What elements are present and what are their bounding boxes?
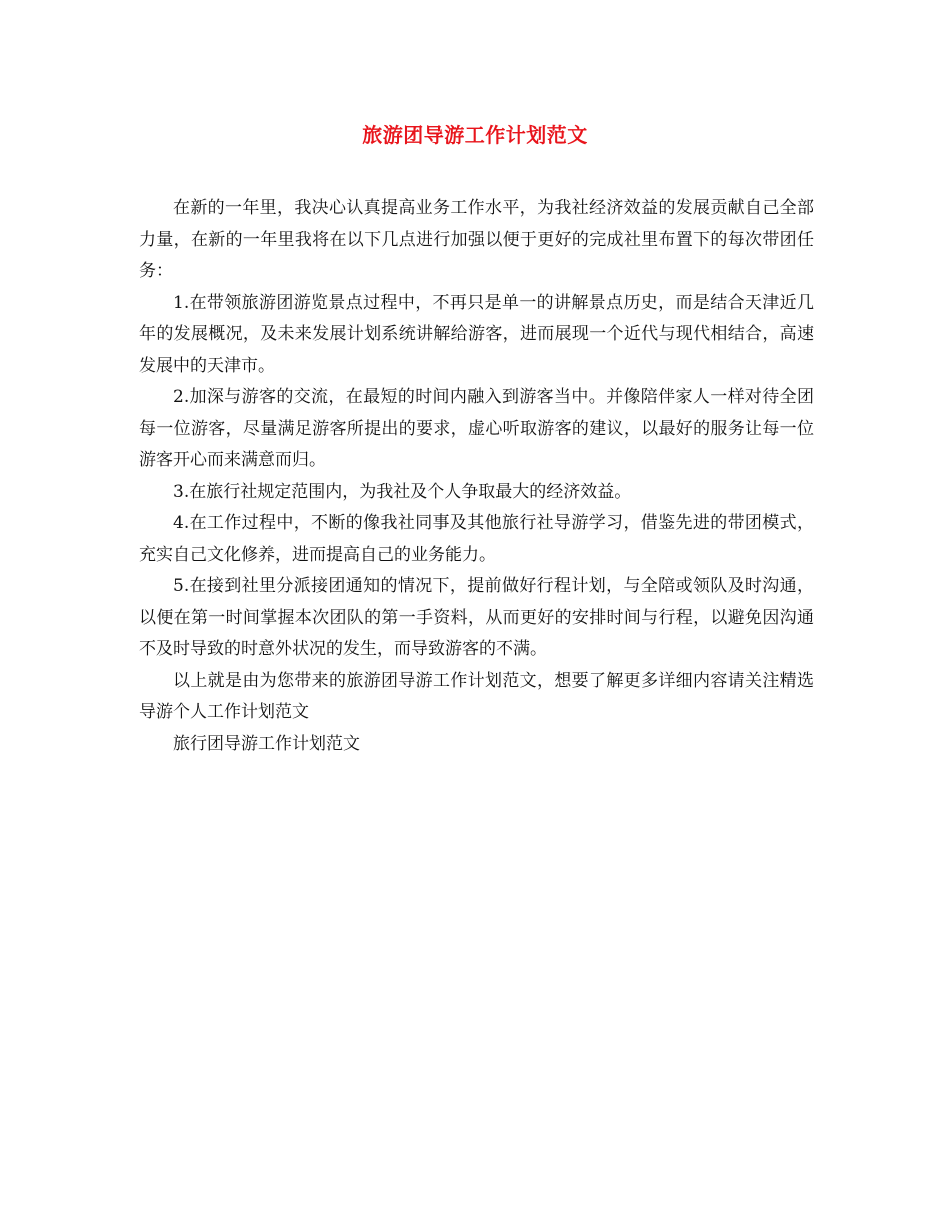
paragraph-item-2: 2.加深与游客的交流，在最短的时间内融入到游客当中。并像陪伴家人一样对待全团每一位游客，尽量满足游客所提出的要求，虚心听取游客的建议，以最好的服务让每一位游客开心而来满意而归。 bbox=[139, 387, 814, 470]
document-body bbox=[139, 193, 814, 760]
paragraph-item-1: 1.在带领旅游团游览景点过程中，不再只是单一的讲解景点历史，而是结合天津近几年的发展概况，及未来发展计划系统讲解给游客，进而展现一个近代与现代相结合，高速发展中的天津市。 bbox=[139, 292, 814, 376]
document-title: 旅游团导游工作计划范文 bbox=[362, 123, 588, 147]
paragraph-intro: 在新的一年里，我决心认真提高业务工作水平，为我社经济效益的发展贡献自己全部力量，在新的一年里我将在以下几点进行加强以便于更好的完成社里布置下的每次带团任务： bbox=[139, 198, 814, 281]
paragraph-item-5: 5.在接到社里分派接团通知的情况下，提前做好行程计划，与全陪或领队及时沟通，以便在第一时间掌握本次团队的第一手资料，从而更好的安排时间与行程，以避免因沟通不及时导致的时意外状况的发生，而导致游客的不满。 bbox=[139, 576, 814, 659]
paragraph-closing: 以上就是由为您带来的旅游团导游工作计划范文，想要了解更多详细内容请关注精选导游个人工作计划范文 bbox=[139, 670, 814, 722]
paragraph-related-title: 旅行团导游工作计划范文 bbox=[173, 733, 360, 754]
paragraph-item-3: 3.在旅行社规定范围内，为我社及个人争取最大的经济效益。 bbox=[173, 481, 632, 502]
paragraph-item-4: 4.在工作过程中，不断的像我社同事及其他旅行社导游学习，借鉴先进的带团模式，充实自己文化修养，进而提高自己的业务能力。 bbox=[139, 513, 814, 565]
